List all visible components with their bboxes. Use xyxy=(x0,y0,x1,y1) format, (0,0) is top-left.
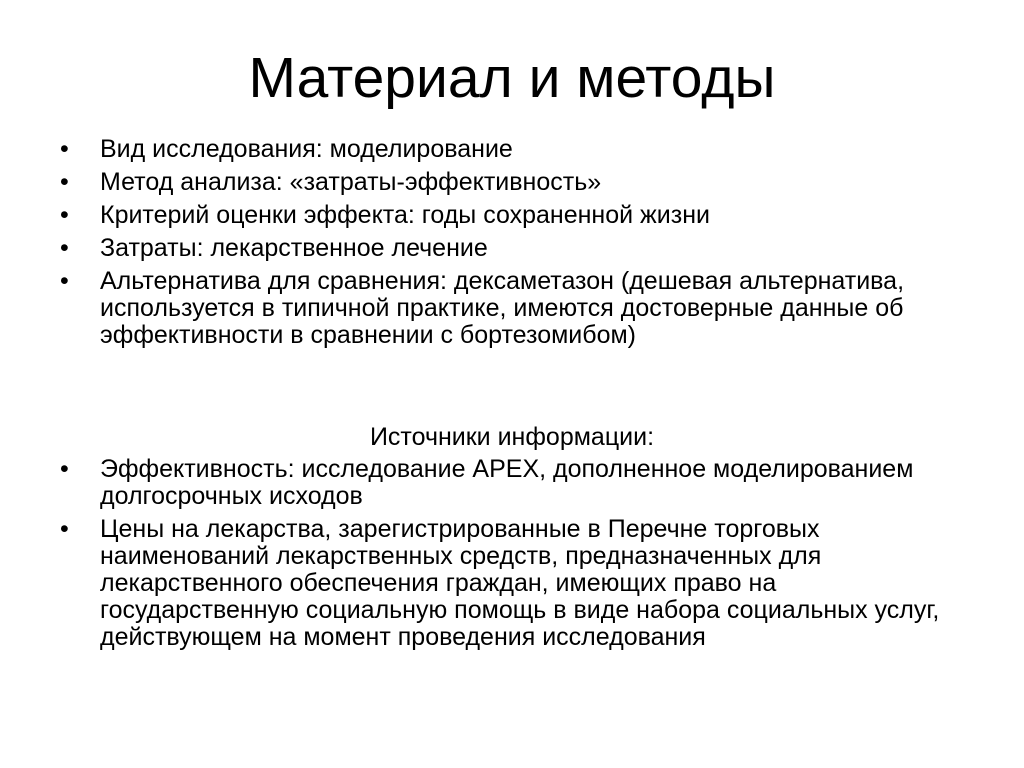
bullet-mark: • xyxy=(60,168,69,196)
bullet-item xyxy=(58,516,958,651)
bullet-item xyxy=(58,456,958,510)
bullet-text: Метод анализа: «затраты-эффективность» xyxy=(100,168,602,196)
bullet-text: Критерий оценки эффекта: годы сохраненной жизни xyxy=(100,201,710,229)
bullet-mark: • xyxy=(60,201,69,229)
bullet-mark: • xyxy=(60,267,69,295)
bullet-mark: • xyxy=(60,135,69,163)
sources-heading: Источники информации: xyxy=(369,423,655,451)
bullet-text: Эффективность: исследование APEX, дополненное моделированием долгосрочных исходов xyxy=(100,455,914,510)
bullet-mark: • xyxy=(60,455,69,483)
bullet-mark: • xyxy=(60,515,69,543)
methods-bullet-list xyxy=(58,136,958,355)
sources-bullet-list xyxy=(58,456,958,657)
bullet-text: Затраты: лекарственное лечение xyxy=(100,234,488,262)
bullet-item xyxy=(58,268,958,349)
bullet-item xyxy=(58,136,958,163)
bullet-text: Вид исследования: моделирование xyxy=(100,135,513,163)
bullet-item xyxy=(58,202,958,229)
bullet-item xyxy=(58,235,958,262)
bullet-text: Цены на лекарства, зарегистрированные в Перечне торговых наименований лекарственных средств, предназначенных для лекарственного обеспечения граждан, имеющих право на государственную социальную помощь в виде набора социальных услуг, действующем на момент проведения исследования xyxy=(100,515,940,651)
slide-title: Материал и методы xyxy=(248,46,776,110)
bullet-item xyxy=(58,169,958,196)
bullet-mark: • xyxy=(60,234,69,262)
bullet-text: Альтернатива для сравнения: дексаметазон (дешевая альтернатива, используется в типичной практике, имеются достоверные данные об эффективности в сравнении с бортезомибом) xyxy=(100,267,905,349)
